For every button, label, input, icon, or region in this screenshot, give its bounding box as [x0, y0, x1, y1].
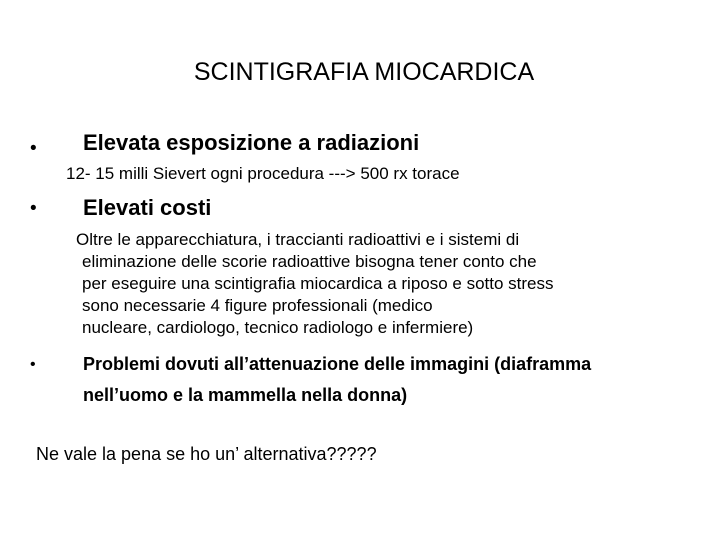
bullet-detail: Oltre le apparecchiatura, i traccianti radioattivi e i sistemi di [76, 230, 520, 249]
bullet-marker: • [30, 198, 37, 219]
bullet-detail: sono necessarie 4 figure professionali (medico [82, 296, 433, 315]
bullet-detail: nucleare, cardiologo, tecnico radiologo e infermiere) [82, 318, 474, 337]
bullet-heading: Elevata esposizione a radiazioni [83, 130, 420, 155]
bullet-marker: • [30, 356, 36, 373]
bullet-heading: Elevati costi [83, 195, 212, 220]
bullet-detail: 12- 15 milli Sievert ogni procedura ---> 500 rx torace [66, 164, 460, 183]
bullet-heading: nell’uomo e la mammella nella donna) [83, 385, 408, 405]
bullet-heading: Problemi dovuti all’attenuazione delle immagini (diaframma [83, 354, 592, 374]
slide-title: SCINTIGRAFIA MIOCARDICA [193, 58, 535, 86]
bullet-marker: • [30, 138, 37, 159]
bullet-detail: eliminazione delle scorie radioattive bisogna tener conto che [82, 252, 537, 271]
bullet-detail: per eseguire una scintigrafia miocardica a riposo e sotto stress [82, 274, 554, 293]
closing-question: Ne vale la pena se ho un’ alternativa????? [36, 444, 377, 464]
